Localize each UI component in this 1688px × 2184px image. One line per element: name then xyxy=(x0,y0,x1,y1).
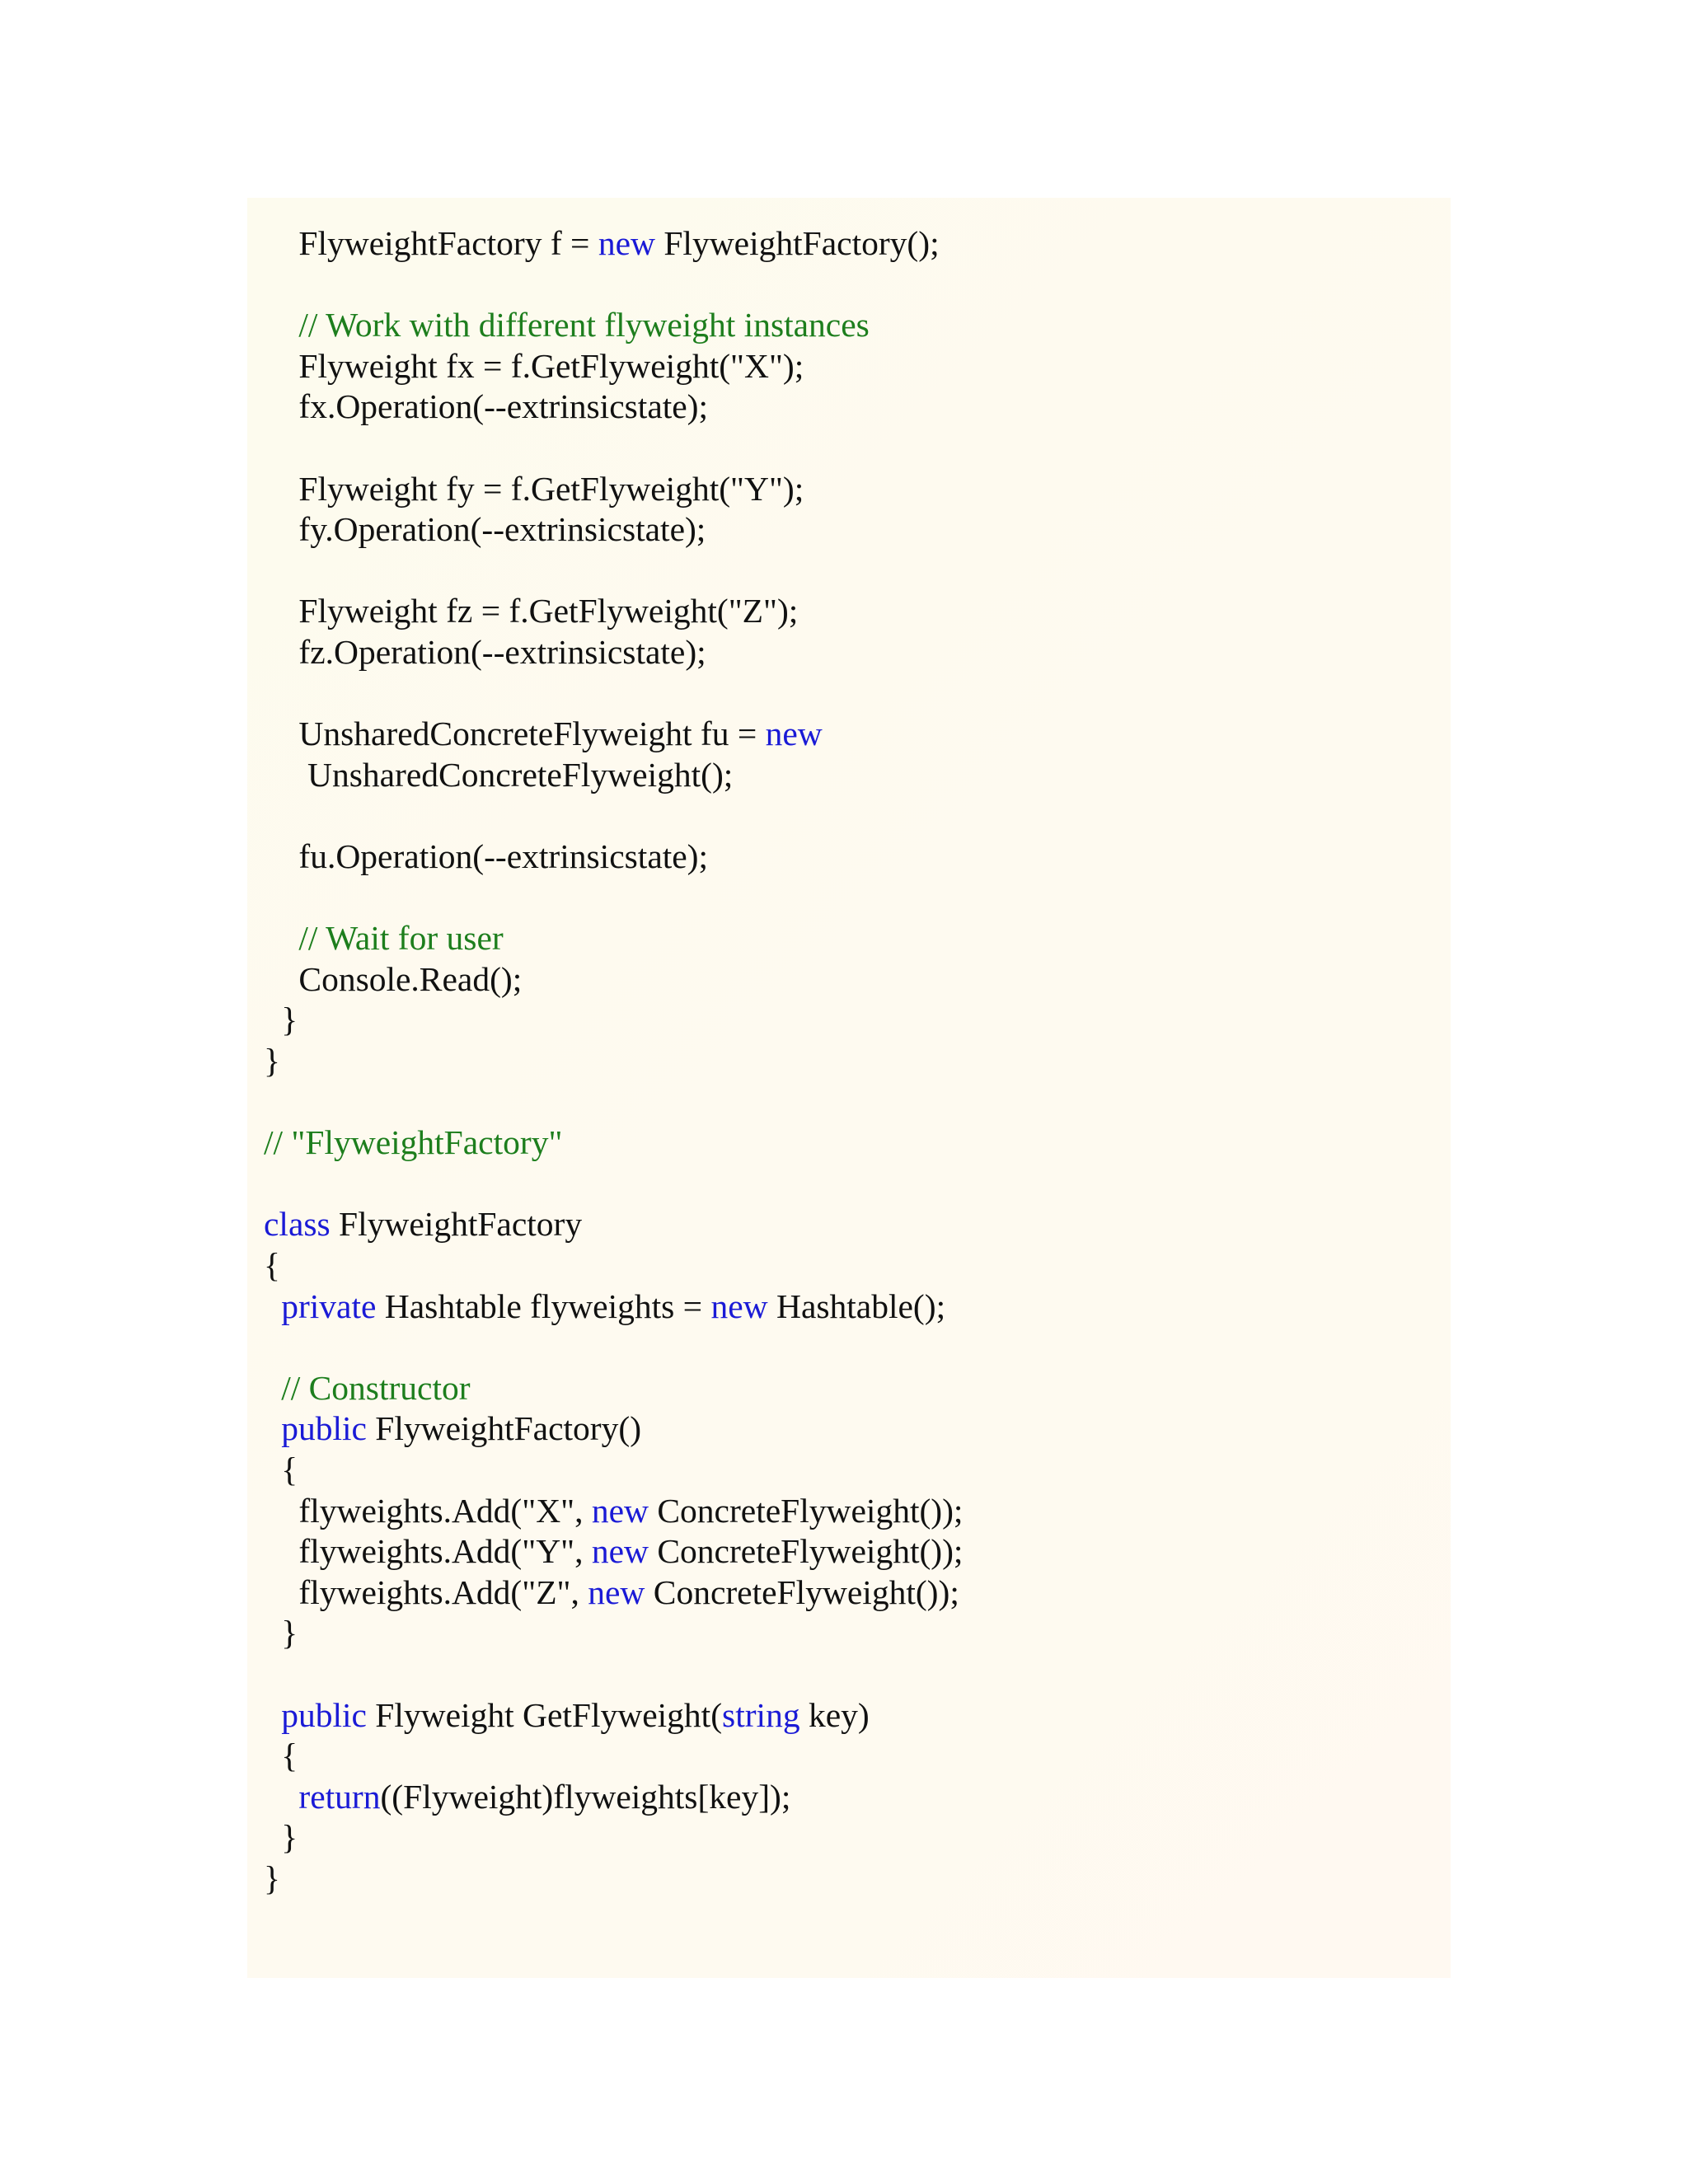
code-keyword: private xyxy=(281,1286,377,1325)
code-line xyxy=(298,1572,959,1613)
code-text: } xyxy=(281,1614,298,1652)
code-line xyxy=(298,631,706,673)
code-line xyxy=(298,1776,790,1817)
code-text: FlyweightFactory f = xyxy=(298,224,598,262)
code-text: fy.Operation(--extrinsicstate); xyxy=(298,510,706,549)
code-line xyxy=(298,958,522,1000)
code-line xyxy=(281,1449,298,1490)
code-text: flyweights.Add("Y", xyxy=(298,1532,592,1571)
code-line xyxy=(264,1858,280,1899)
code-line xyxy=(298,386,708,427)
code-line xyxy=(298,917,503,958)
code-text: Hashtable(); xyxy=(767,1286,946,1325)
code-keyword: new xyxy=(588,1572,645,1611)
code-keyword: class xyxy=(264,1205,331,1244)
code-line xyxy=(298,345,804,387)
code-line xyxy=(264,1203,582,1244)
code-text: FlyweightFactory xyxy=(330,1205,583,1244)
code-keyword: new xyxy=(598,224,655,262)
code-text: Flyweight fy = f.GetFlyweight("Y"); xyxy=(298,469,804,508)
code-comment: // Constructor xyxy=(281,1368,471,1407)
code-comment: // "FlyweightFactory" xyxy=(264,1123,563,1162)
code-keyword: string xyxy=(722,1695,800,1734)
code-keyword: public xyxy=(281,1409,367,1448)
code-text: } xyxy=(281,1001,298,1039)
code-text: fu.Operation(--extrinsicstate); xyxy=(298,837,709,875)
code-listing xyxy=(247,198,1451,1978)
code-line xyxy=(264,1244,280,1286)
code-keyword: new xyxy=(591,1532,649,1571)
code-keyword: new xyxy=(710,1286,768,1325)
code-text: } xyxy=(264,1042,280,1080)
code-line xyxy=(264,1040,280,1081)
code-text: UnsharedConcreteFlyweight fu = xyxy=(298,715,766,753)
code-line xyxy=(307,754,733,795)
code-text: ((Flyweight)flyweights[key]); xyxy=(380,1777,791,1816)
code-line xyxy=(281,1694,870,1736)
code-text: FlyweightFactory() xyxy=(366,1409,642,1448)
code-line xyxy=(281,1612,298,1653)
code-text: { xyxy=(264,1246,280,1284)
code-line xyxy=(298,509,706,550)
code-keyword: new xyxy=(765,715,823,753)
code-text: flyweights.Add("Z", xyxy=(298,1572,588,1611)
code-line xyxy=(281,999,298,1040)
code-line xyxy=(281,1367,470,1408)
code-comment: // Work with different flyweight instances xyxy=(298,306,870,344)
code-line xyxy=(264,1122,562,1163)
code-line xyxy=(298,1490,963,1531)
code-text: key) xyxy=(799,1695,870,1734)
code-line xyxy=(281,1408,641,1449)
code-text: ConcreteFlyweight()); xyxy=(649,1532,964,1571)
code-text: } xyxy=(281,1818,298,1857)
code-line xyxy=(281,1816,298,1858)
code-line xyxy=(298,304,869,345)
code-keyword: new xyxy=(591,1491,649,1530)
code-text: ConcreteFlyweight()); xyxy=(645,1572,959,1611)
code-line xyxy=(298,468,804,509)
code-keyword: return xyxy=(298,1777,381,1816)
code-line xyxy=(298,713,822,754)
code-text: Flyweight GetFlyweight( xyxy=(366,1695,723,1734)
code-line xyxy=(281,1735,298,1776)
code-text: } xyxy=(264,1859,280,1897)
code-text: { xyxy=(281,1736,298,1775)
code-text: fz.Operation(--extrinsicstate); xyxy=(298,633,706,671)
code-text: Flyweight fx = f.GetFlyweight("X"); xyxy=(298,346,804,385)
code-keyword: public xyxy=(281,1695,367,1734)
code-line xyxy=(298,1530,963,1572)
code-comment: // Wait for user xyxy=(298,919,504,958)
code-text: Hashtable flyweights = xyxy=(376,1286,711,1325)
code-line xyxy=(298,590,798,631)
code-line xyxy=(298,836,708,877)
code-line xyxy=(281,1286,945,1327)
code-text: fx.Operation(--extrinsicstate); xyxy=(298,387,709,426)
code-text: flyweights.Add("X", xyxy=(298,1491,592,1530)
code-text: ConcreteFlyweight()); xyxy=(649,1491,964,1530)
code-line xyxy=(298,223,939,264)
code-text: UnsharedConcreteFlyweight(); xyxy=(307,755,734,794)
code-text: Flyweight fz = f.GetFlyweight("Z"); xyxy=(298,592,799,630)
code-text: FlyweightFactory(); xyxy=(654,224,940,262)
code-text: Console.Read(); xyxy=(298,959,523,998)
code-text: { xyxy=(281,1451,298,1488)
